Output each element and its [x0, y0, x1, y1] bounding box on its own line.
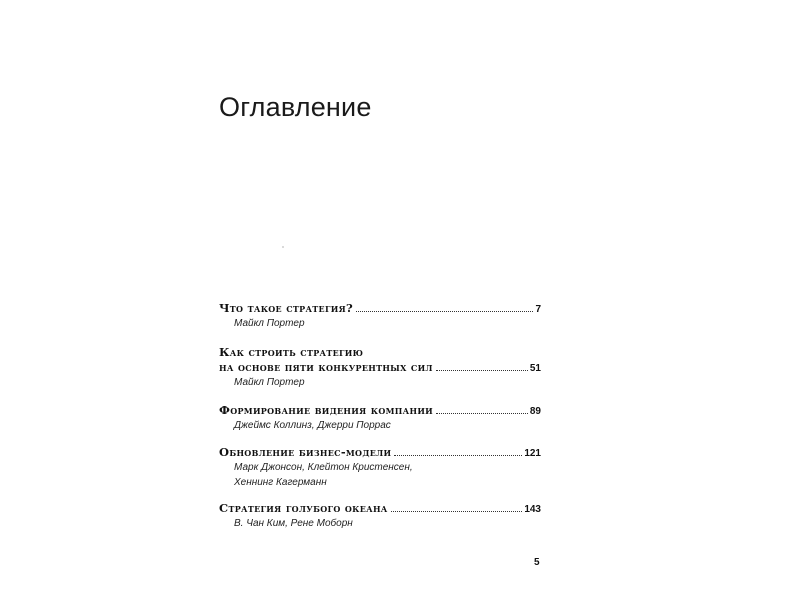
toc-entry-title-line	[219, 301, 541, 316]
toc-entry-title-line	[219, 403, 541, 418]
toc-entry-title: Что такое стратегия?	[219, 301, 354, 315]
dot-leader	[436, 369, 528, 371]
toc-entry-1[interactable]	[219, 301, 541, 331]
toc-page-number: 7	[535, 304, 541, 315]
dot-leader	[391, 510, 523, 512]
dot-leader	[436, 412, 528, 414]
toc-entry-title: Обновление бизнес-модели	[219, 445, 392, 459]
toc-entry-5[interactable]	[219, 501, 541, 531]
dot-leader	[356, 310, 533, 312]
toc-entry-title-line	[219, 501, 541, 516]
toc-entry-authors: Марк Джонсон, Клейтон Кристенсен,	[234, 462, 413, 473]
toc-entry-title: Как строить стратегию	[219, 345, 364, 359]
toc-entry-title: Стратегия голубого океана	[219, 501, 388, 515]
toc-entry-title-line	[219, 345, 541, 360]
toc-page-number: 121	[524, 448, 541, 459]
toc-entry-authors: В. Чан Ким, Рене Моборн	[234, 518, 353, 529]
toc-entry-title-line	[219, 360, 541, 375]
toc-entry-title-line	[219, 445, 541, 460]
toc-page-number: 143	[524, 504, 541, 515]
scan-speck	[282, 246, 284, 248]
toc-entry-4[interactable]	[219, 445, 541, 490]
toc-page-number: 51	[529, 363, 541, 374]
toc-page-number: 89	[529, 406, 541, 417]
toc-entry-title-continued: на основе пяти конкурентных сил	[219, 360, 433, 374]
toc-entry-3[interactable]	[219, 403, 541, 433]
toc-entry-2[interactable]	[219, 345, 541, 390]
page-title: Оглавление	[219, 92, 372, 122]
dot-leader	[394, 454, 522, 456]
toc-entry-authors-continued: Хеннинг Кагерманн	[234, 477, 327, 488]
toc-entry-authors: Майкл Портер	[234, 377, 305, 388]
toc-entry-authors: Джеймс Коллинз, Джерри Поррас	[234, 420, 391, 431]
page-folio-number: 5	[534, 557, 540, 568]
toc-entry-authors: Майкл Портер	[234, 318, 305, 329]
toc-entry-title: Формирование видения компании	[219, 403, 434, 417]
